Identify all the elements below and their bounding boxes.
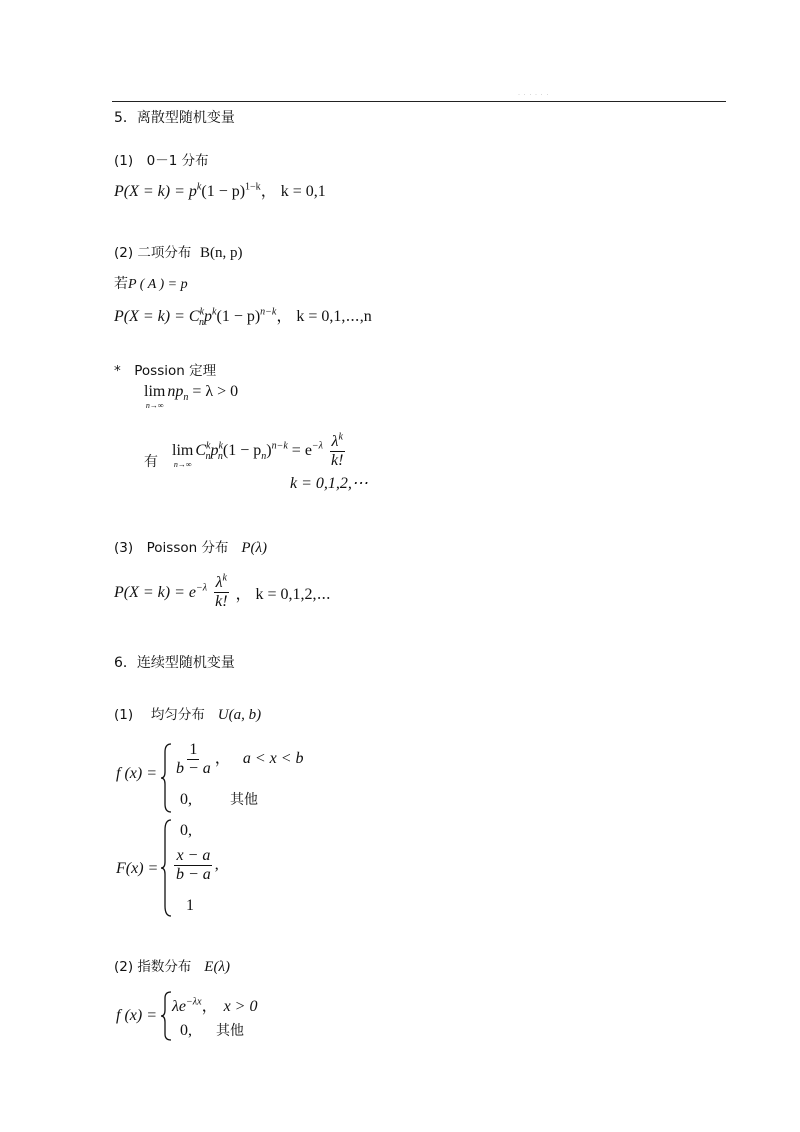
exponential-pdf-lhs: f (x) = [116,1007,157,1024]
poisson-theorem-label: * Possion 定理 [114,363,217,379]
exponential-label: (2) 指数分布 E(λ) [114,959,230,975]
poisson-formula: $P(X = k) = e^{-\lambda}$ $\frac{\lambda^k}{k!}$ ， k = 0,1,2,⋯ [114,572,331,610]
poisson-label: (3) Poisson 分布 P(λ) [114,540,267,556]
poisson-theorem-k-values: k = 0,1,2,⋯ [290,475,368,492]
binomial-formula: $P(X = k) = C^k_np^k(1 - p)^{n-k}$， k = 0,1,⋯,n [114,306,372,329]
bernoulli-label: (1) 0－1 分布 [114,153,209,169]
bernoulli-formula: $P(X = k) = p^k(1 - p)^{1-k}$， k = 0,1 [114,181,326,200]
binomial-condition: 若P ( A ) = p [114,276,188,292]
uniform-cdf-case1: 0, [180,822,192,839]
uniform-pdf-case1: $\frac{1}{b - a}$ ， a < x < b [176,741,304,777]
uniform-cdf-case2: $\frac{x - a}{b - a}$ , [176,847,219,883]
poisson-theorem-you: 有 [144,454,158,470]
uniform-pdf-lhs: f (x) = [116,765,157,782]
binomial-label: (2) 二项分布 B(n, p) [114,245,243,261]
uniform-label: (1) 均匀分布 U(a, b) [114,707,262,723]
header-rule [112,101,726,102]
poisson-theorem-formula: lim n→∞ $C^k_np^k_n(1 - p_n)^{n-k} = e^{-\lambda}$ $\frac{\lambda^k}{k!}$ [172,431,344,469]
exponential-pdf-case2: 0, 其他 [180,1022,244,1039]
section-5-title: 5．离散型随机变量 [114,110,235,126]
header-mark: · · · · · · [518,92,550,98]
uniform-pdf-case2: 0, 其他 [180,791,258,808]
poisson-theorem-limit: lim n→∞ $np_n = \lambda > 0$ [144,383,239,410]
exponential-pdf-case1: $\lambda e^{-\lambda x}$， x > 0 [172,996,258,1015]
uniform-cdf-lhs: F(x) = [116,860,159,877]
uniform-cdf-case3: 1 [186,897,194,914]
section-6-title: 6．连续型随机变量 [114,655,235,671]
